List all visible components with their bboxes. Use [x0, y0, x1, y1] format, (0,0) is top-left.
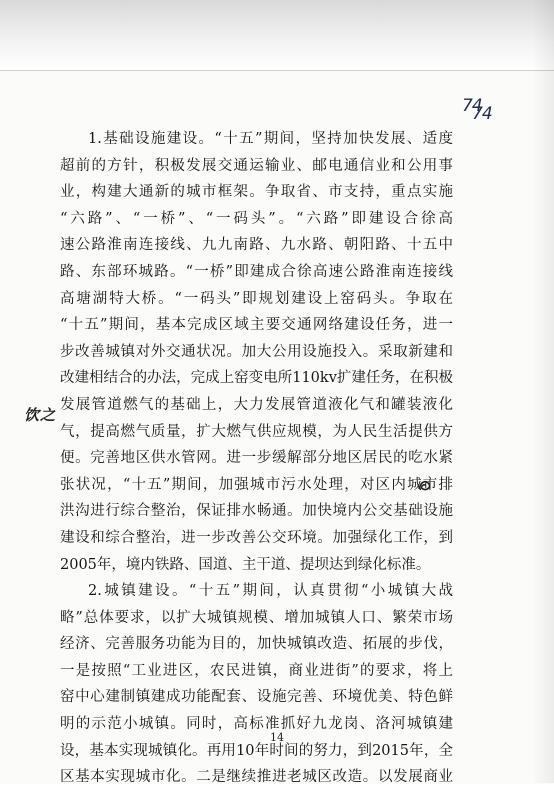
page-number: 14 — [270, 731, 284, 744]
paragraph-1-line: 张状况，“十五”期间，加强城市污水处理，对区内城市排 — [60, 476, 453, 493]
paragraph-1-line: 气，提高燃气质量，扩大燃气供应规模，为人民生活提供方 — [60, 423, 453, 440]
paragraph-1-line: 洪沟进行综合整治，保证排水畅通。加快境内公交基础设施 — [60, 503, 453, 520]
paragraph-1-line: “六路”、“一桥”、“一码头”。“六路”即建设合徐高 — [60, 210, 453, 227]
paragraph-1-line: 超前的方针，积极发展交通运输业、邮电通信业和公用事 — [60, 157, 453, 174]
paragraph-2-line: 区基本实现城市化。二是继续推进老城区改造。以发展商业 — [60, 769, 453, 786]
scanner-top-margin — [0, 0, 554, 70]
handwritten-number-first: 74 — [462, 96, 482, 116]
paragraph-2-line: 略”总体要求，以扩大城镇规模、增加城镇人口、繁荣市场 — [60, 609, 453, 626]
paragraph-1-line: 改建相结合的办法，完成上窑变电所110kv扩建任务，在积极 — [60, 370, 453, 387]
paragraph-1-line: 发展管道燃气的基础上，大力发展管道液化气和罐装液化 — [60, 396, 453, 413]
paragraph-2-line: 一是按照“工业进区，农民进镇，商业进街”的要求，将上 — [60, 662, 453, 679]
document-body — [60, 126, 453, 791]
handwritten-margin-note: 饮之 — [24, 406, 57, 424]
page-edge-shadow — [532, 0, 554, 783]
paragraph-1-line: 便。完善地区供水管网。进一步缓解部分地区居民的吃水紧 — [60, 450, 453, 467]
paragraph-1-line: 业，构建大通新的城市框架。争取省、市支持，重点实施 — [60, 184, 453, 201]
paragraph-2-line: 经济、完善服务功能为目的，加快城镇改造、拓展的步伐， — [60, 636, 453, 653]
paragraph-1-line: 建设和综合整治，进一步改善公交环境。加强绿化工作，到 — [60, 529, 453, 546]
paragraph-1-line: “十五”期间，基本完成区域主要交通网络建设任务，进一 — [60, 317, 453, 334]
paragraph-2-line: 窑中心建制镇建成功能配套、设施完善、环境优美、特色鲜 — [60, 689, 453, 706]
paragraph-1-line: 路、东部环城路。“一桥”即建成合徐高速公路淮南连接线 — [60, 263, 453, 280]
paragraph-2-line: 明的示范小城镇。同时，高标准抓好九龙岗、洛河城镇建 — [60, 716, 453, 733]
paragraph-1-line: 步改善城镇对外交通状况。加大公用设施投入。采取新建和 — [60, 343, 453, 360]
handwritten-correction-mark — [417, 479, 433, 493]
paragraph-1-line: 1.基础设施建设。“十五”期间，坚持加快发展、适度 — [88, 131, 453, 147]
paragraph-1-line: 速公路淮南连接线、九九南路、九水路、朝阳路、十五中 — [60, 237, 453, 254]
handwritten-number-second: 74 — [472, 104, 492, 124]
paragraph-2-line: 设，基本实现城镇化。再用10年时间的努力，到2015年，全 — [60, 742, 453, 759]
paragraph-2-line: 2.城镇建设。“十五”期间，认真贯彻“小城镇大战 — [88, 583, 453, 600]
paragraph-1-line: 2005年，境内铁路、国道、主干道、提坝达到绿化标准。 — [60, 556, 431, 573]
paragraph-1-line: 高塘湖特大桥。“一码头”即规划建设上窑码头。争取在 — [60, 290, 453, 307]
